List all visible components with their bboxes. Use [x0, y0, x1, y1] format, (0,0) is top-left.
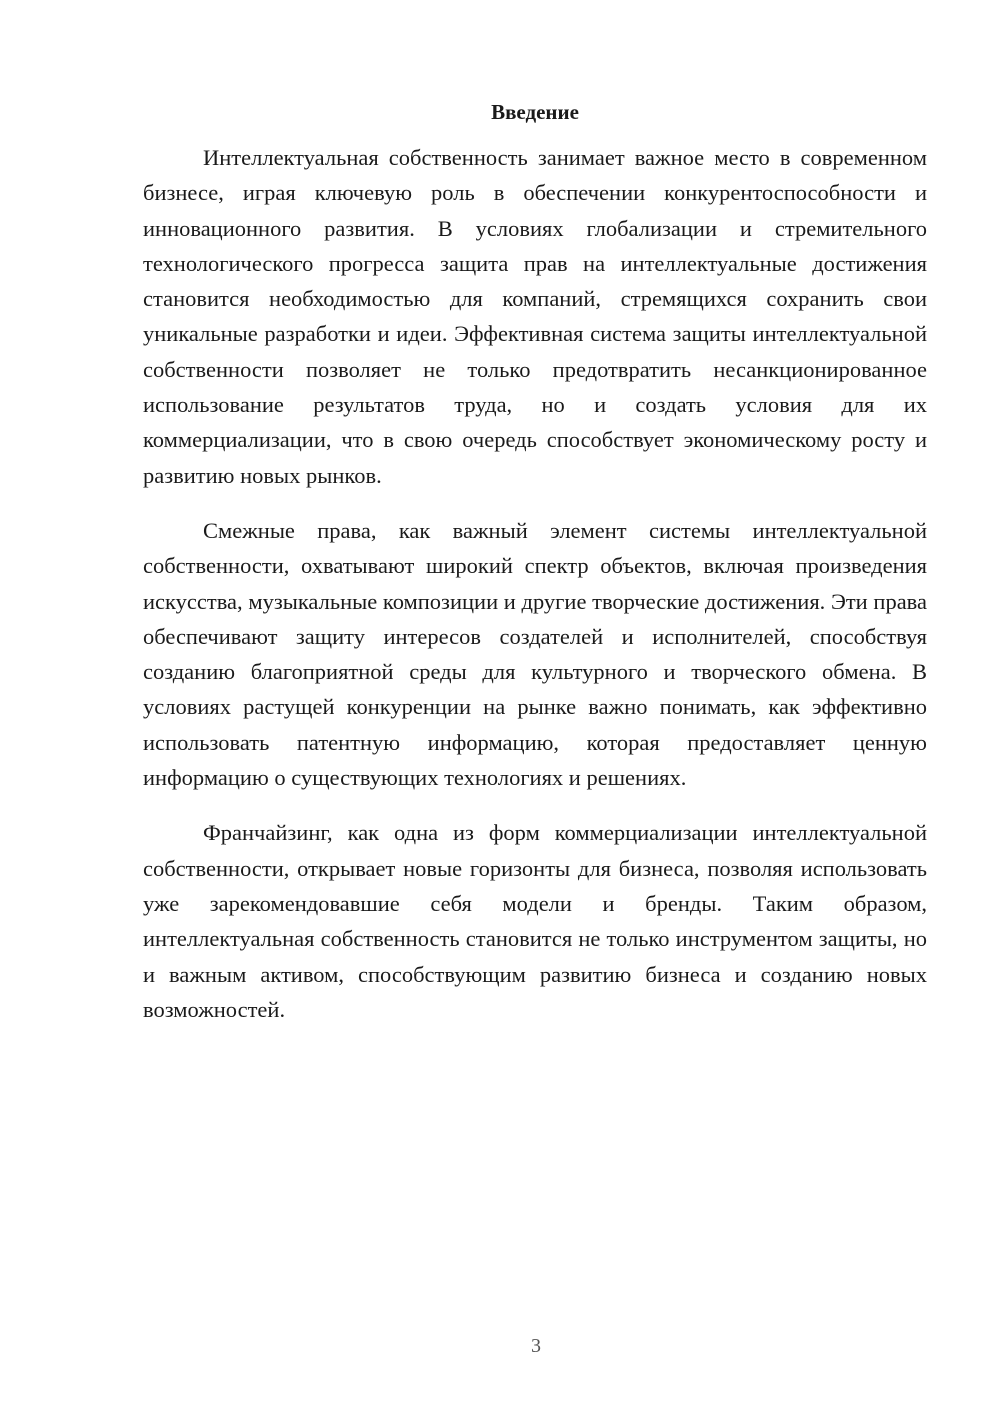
paragraph-3: Франчайзинг, как одна из форм коммерциализации интеллектуальной собственности, открывает новые горизонты для бизнеса, позволяя использовать уже зарекомендовавшие себя модели и бренды. Таким образом, интеллектуальная собственность становится не только инструментом защиты, но и важным активом, способствующим развитию бизнеса и созданию новых возможностей. [143, 820, 927, 1022]
paragraph-2: Смежные права, как важный элемент системы интеллектуальной собственности, охватывают широкий спектр объектов, включая произведения искусства, музыкальные композиции и другие творческие достижения. Эти права обеспечивают защиту интересов создателей и исполнителей, способствуя созданию благоприятной среды для культурного и творческого обмена. В условиях растущей конкуренции на рынке важно понимать, как эффективно использовать патентную информацию, которая предоставляет ценную информацию о существующих технологиях и решениях. [143, 517, 927, 791]
paragraph-1: Интеллектуальная собственность занимает важное место в современном бизнесе, играя ключевую роль в обеспечении конкурентоспособности и инновационного развития. В условиях глобализации и стремительного технологического прогресса защита прав на интеллектуальные достижения становится необходимостью для компаний, стремящихся сохранить свои уникальные разработки и идеи. Эффективная система защиты интеллектуальной собственности позволяет не только предотвратить несанкционированное использование результатов труда, но и создать условия для их коммерциализации, что в свою очередь способствует экономическому росту и развитию новых рынков. [143, 145, 927, 488]
section-title: Введение [491, 100, 579, 124]
page-number: 3 [531, 1335, 541, 1357]
page-content [143, 96, 927, 1047]
